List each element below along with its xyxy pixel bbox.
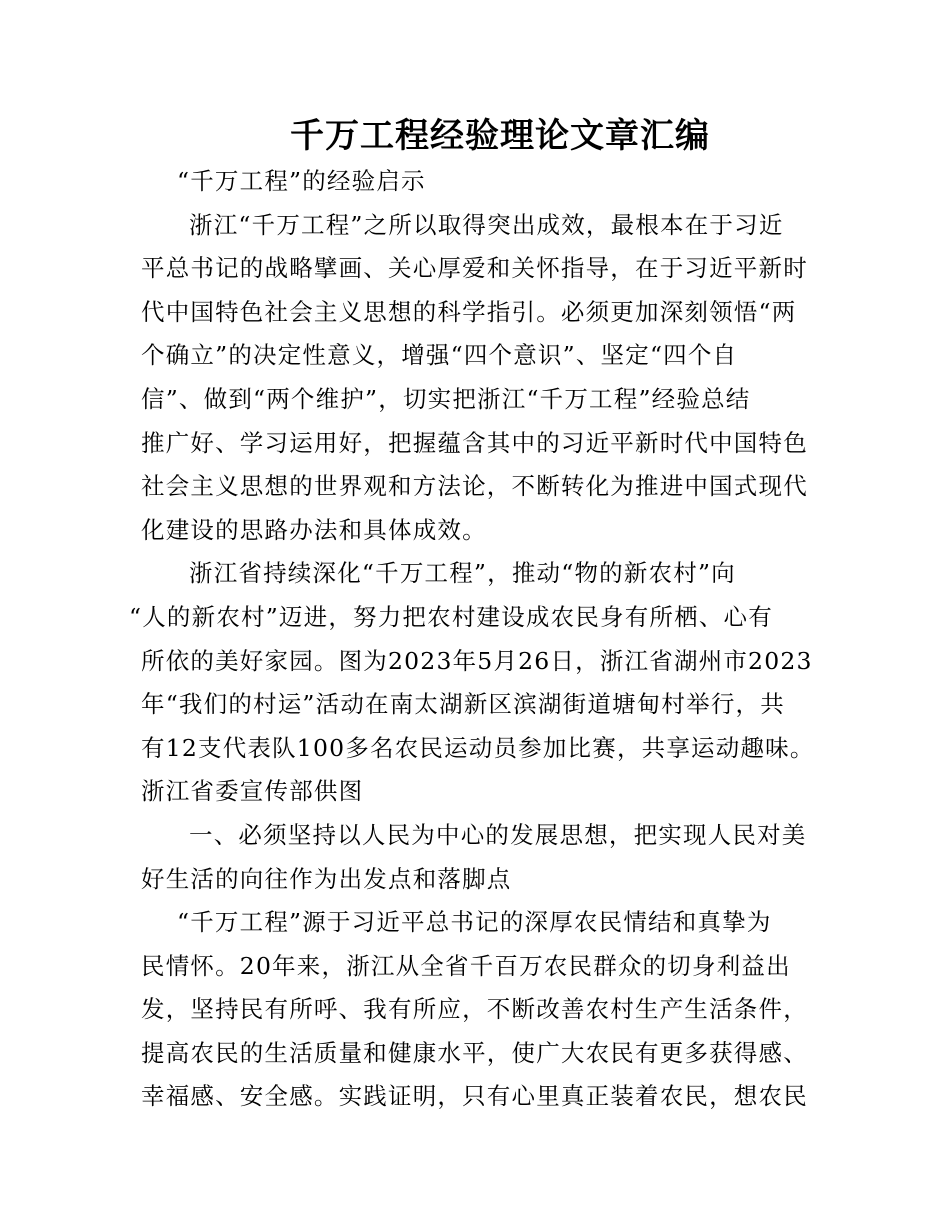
paragraph-line: 代中国特色社会主义思想的科学指引。必须更加深刻领悟“两 <box>141 297 797 326</box>
paragraph-line: 浙江“千万工程”之所以取得突出成效，最根本在于习近 <box>189 210 784 239</box>
paragraph-line: 有12支代表队100多名农民运动员参加比赛，共享运动趣味。 <box>141 733 815 762</box>
paragraph-line: 民情怀。20年来，浙江从全省千百万农民群众的切身利益出 <box>141 951 791 980</box>
photo-credit: 浙江省委宣传部供图 <box>141 777 364 806</box>
paragraph-line: 提高农民的生活质量和健康水平，使广大农民有更多获得感、 <box>141 1038 808 1067</box>
paragraph-line: “千万工程”源于习近平总书记的深厚农民情结和真挚为 <box>177 908 772 937</box>
paragraph-line: 平总书记的战略擘画、关心厚爱和关怀指导，在于习近平新时 <box>141 254 808 283</box>
paragraph-line: 浙江省持续深化“千万工程”，推动“物的新农村”向 <box>189 559 736 588</box>
paragraph-line: 幸福感、安全感。实践证明，只有心里真正装着农民，想农民 <box>141 1082 808 1111</box>
paragraph-line: 年“我们的村运”活动在南太湖新区滨湖街道塘甸村举行，共 <box>141 690 785 719</box>
paragraph-line: “人的新农村”迈进，努力把农村建设成农民身有所栖、心有 <box>129 602 773 631</box>
paragraph-line: 推广好、学习运用好，把握蕴含其中的习近平新时代中国特色 <box>141 428 808 457</box>
section-heading: “千万工程”的经验启示 <box>177 167 426 195</box>
paragraph-line: 所依的美好家园。图为2023年5月26日，浙江省湖州市2023 <box>141 646 813 675</box>
document-title: 千万工程经验理论文章汇编 <box>290 116 710 156</box>
paragraph-line: 发，坚持民有所呼、我有所应，不断改善农村生产生活条件， <box>141 995 808 1024</box>
paragraph-line: 化建设的思路办法和具体成效。 <box>141 515 487 544</box>
section-heading: 好生活的向往作为出发点和落脚点 <box>141 864 512 893</box>
paragraph-line: 个确立”的决定性意义，增强“四个意识”、坚定“四个自 <box>141 341 738 370</box>
section-heading: 一、必须坚持以人民为中心的发展思想，把实现人民对美 <box>189 820 807 849</box>
document-body <box>129 160 815 1119</box>
paragraph-line: 信”、做到“两个维护”，切实把浙江“千万工程”经验总结 <box>141 384 751 413</box>
paragraph-line: 社会主义思想的世界观和方法论，不断转化为推进中国式现代 <box>141 472 808 501</box>
